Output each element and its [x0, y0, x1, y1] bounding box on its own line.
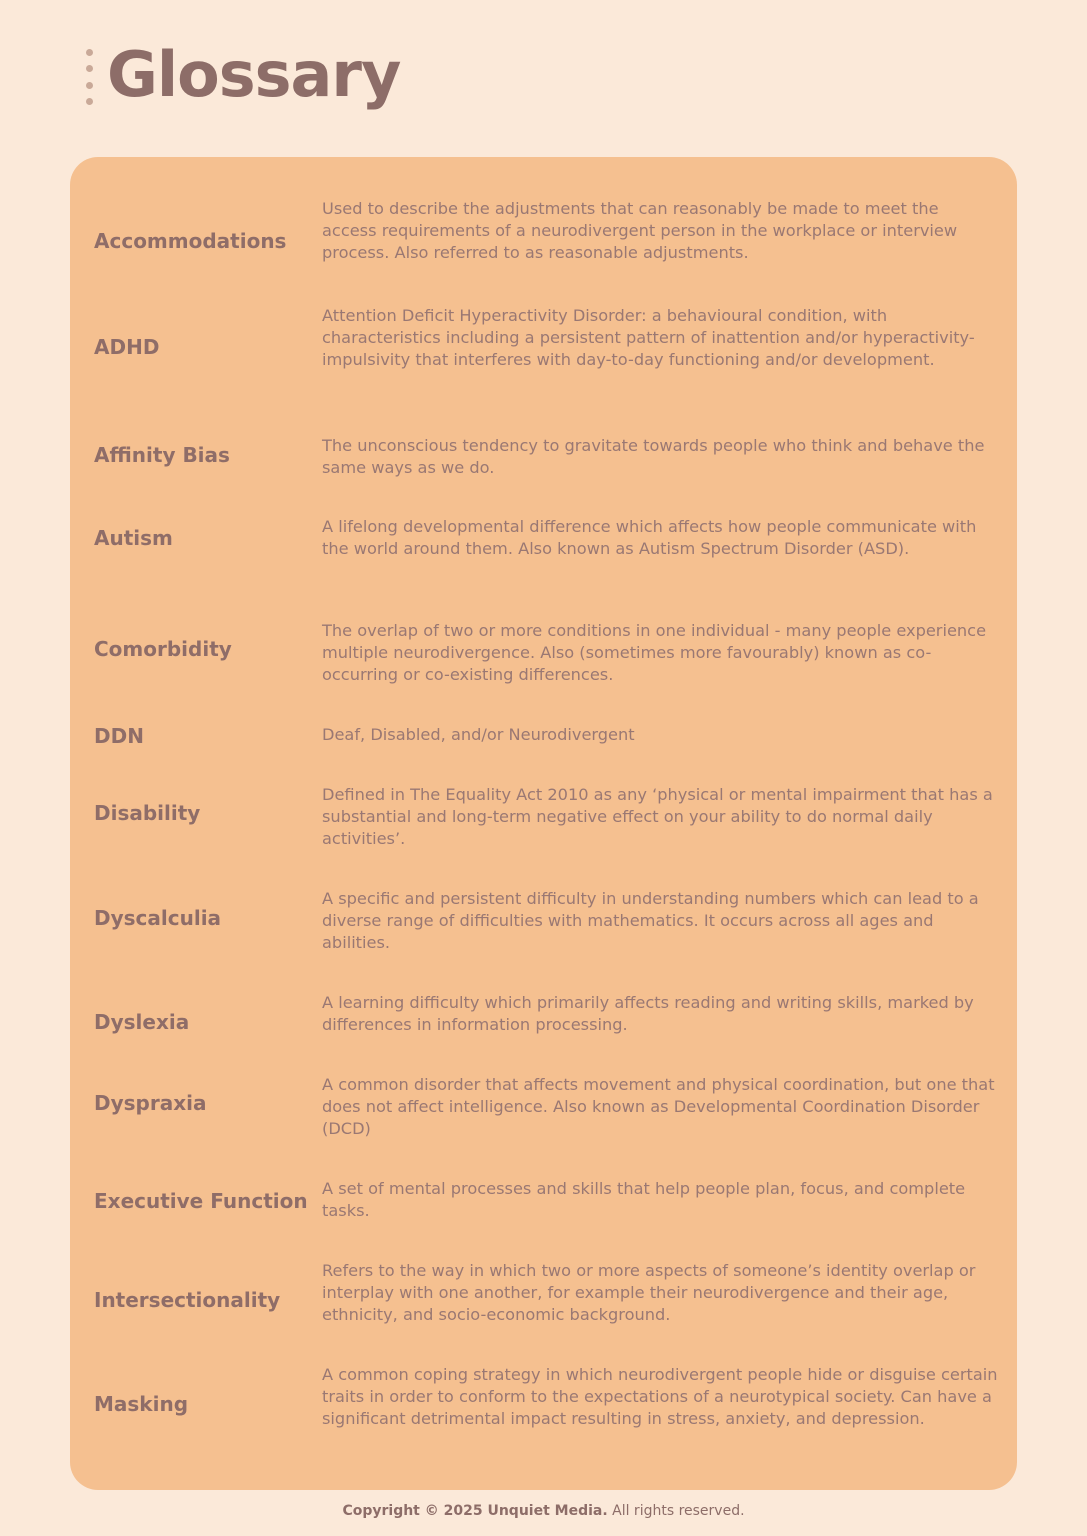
glossary-term: Comorbidity	[94, 637, 232, 661]
dot	[86, 49, 93, 56]
glossary-definition: The unconscious tendency to gravitate towards people who think and behave the same ways as we do.	[322, 436, 985, 477]
glossary-term: ADHD	[94, 335, 160, 359]
rights-text: All rights reserved.	[612, 1503, 745, 1519]
page-title: Glossary	[107, 38, 401, 111]
glossary-definition: A lifelong developmental difference which affects how people communicate with the world around them. Also known as Autism Spectrum Disorder (ASD).	[322, 517, 977, 558]
glossary-term: Dyspraxia	[94, 1091, 207, 1115]
glossary-term: Dyslexia	[94, 1010, 190, 1034]
dot	[86, 82, 93, 89]
glossary-term: Executive Function	[94, 1189, 308, 1213]
glossary-term: Affinity Bias	[94, 443, 230, 467]
glossary-term: Dyscalculia	[94, 906, 222, 930]
page-header	[86, 30, 400, 120]
glossary-definition: A common coping strategy in which neurodivergent people hide or disguise certain traits in order to conform to the expectations of a neurotypical society. Can have a significant detrimental impact resulting in stress, anxiety, and depression.	[322, 1365, 998, 1428]
glossary-term: Masking	[94, 1392, 189, 1416]
glossary-definition: A learning difficulty which primarily affects reading and writing skills, marked by differences in information processing.	[322, 993, 974, 1034]
copyright-text: Copyright © 2025 Unquiet Media.	[342, 1503, 608, 1519]
glossary-term: Disability	[94, 801, 201, 825]
glossary-definition: Attention Deficit Hyperactivity Disorder: a behavioural condition, with characteristics including a persistent pattern of inattention and/or hyperactivity-impulsivity that interferes with day-to-day functioning and/or development.	[322, 306, 975, 369]
dot	[86, 98, 93, 105]
glossary-term: Intersectionality	[94, 1288, 281, 1312]
glossary-card	[70, 157, 1017, 1490]
glossary-definition: A set of mental processes and skills that help people plan, focus, and complete tasks.	[322, 1179, 966, 1220]
glossary-definition: The overlap of two or more conditions in one individual - many people experience multiple neurodivergence. Also (sometimes more favourably) known as co-occurring or co-existing differences.	[322, 621, 987, 684]
glossary-definition: Refers to the way in which two or more aspects of someone’s identity overlap or interplay with one another, for example their neurodivergence and their age, ethnicity, and socio-economic background.	[322, 1261, 976, 1324]
glossary-term: DDN	[94, 724, 144, 748]
page-footer	[0, 1503, 1087, 1519]
glossary-definition: Deaf, Disabled, and/or Neurodivergent	[322, 725, 635, 744]
glossary-definition: Defined in The Equality Act 2010 as any ‘physical or mental impairment that has a substantial and long-term negative effect on your ability to do normal daily activities’.	[322, 785, 993, 848]
glossary-definition: A common disorder that affects movement and physical coordination, but one that does not affect intelligence. Also known as Developmental Coordination Disorder (DCD)	[322, 1075, 995, 1138]
glossary-term: Autism	[94, 526, 173, 550]
glossary-definition: A specific and persistent difficulty in understanding numbers which can lead to a diverse range of difficulties with mathematics. It occurs across all ages and abilities.	[322, 889, 979, 952]
glossary-term: Accommodations	[94, 229, 287, 253]
title-dots-decoration	[86, 49, 93, 105]
glossary-definition: Used to describe the adjustments that can reasonably be made to meet the access requirements of a neurodivergent person in the workplace or interview process. Also referred to as reasonable adjustments.	[322, 199, 958, 262]
dot	[86, 65, 93, 72]
